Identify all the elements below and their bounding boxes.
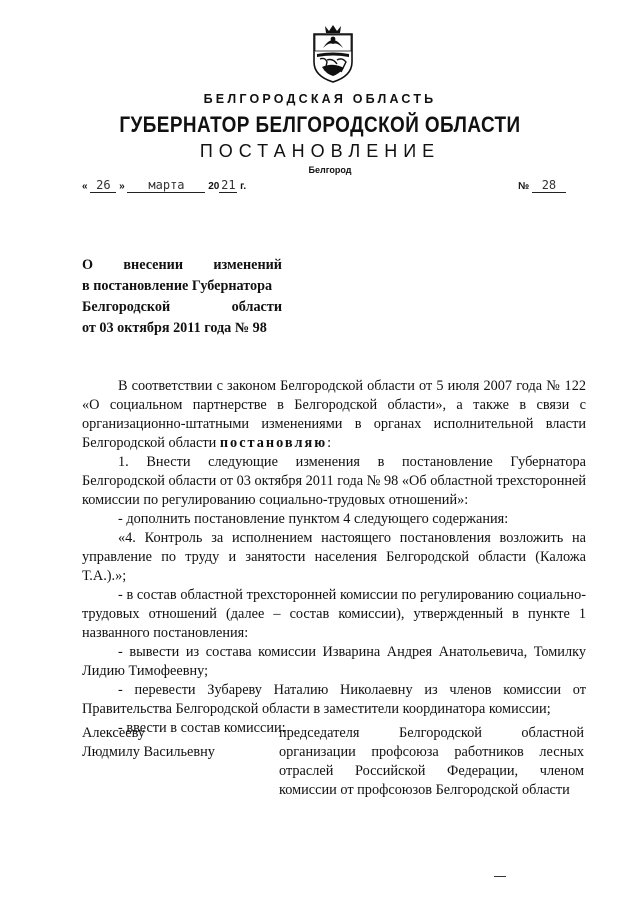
document-body [82, 377, 586, 738]
body-paragraph-2: 1. Внести следующие изменения в постановление Губернатора Белгородской области от 03 октября 2011 года № 98 «Об областной трехсторонней комиссии по регулированию социально-трудовых отношений»: [82, 454, 586, 508]
subject-word: внесении [123, 257, 183, 273]
date-year-prefix: 20 [208, 181, 220, 192]
body-paragraph-5: - в состав областной трехсторонней комиссии по регулированию социально-трудовых отношений (далее – состав комиссии), утвержденный в пункте 1 названного постановления: [82, 587, 586, 641]
date-close-quote: » [119, 181, 125, 192]
document-number [518, 178, 566, 193]
date-day: 26 [90, 178, 116, 193]
subject-line-2: в постановление Губернатора [82, 278, 273, 294]
body-paragraph-7: - перевести Зубареву Наталию Николаевну из членов комиссии от Правительства Белгородской области в заместители координатора комиссии; [82, 682, 586, 717]
paragraph-text: : [327, 435, 332, 451]
paragraph-text: В соответствии с законом Белгородской области от 5 июля 2007 года № 122 «О социальном партнерстве в Белгородской области», а также в связи с организационно-штатными изменениями в органах исполнительной власти Белгородской области [82, 378, 586, 451]
member-name [82, 724, 272, 762]
body-paragraph-3: - дополнить постановление пунктом 4 следующего содержания: [118, 511, 509, 527]
subject-line-1 [82, 255, 282, 276]
page-continuation-dash [494, 876, 506, 877]
body-paragraph-6: - вывести из состава комиссии Изварина Андрея Анатольевича, Томилку Лидию Тимофеевну; [82, 644, 586, 679]
body-paragraph-4: «4. Контроль за исполнением настоящего постановления возложить на управление по труду и занятости населения Белгородской области (Каложа Т.А.).»; [82, 530, 586, 584]
region-title: БЕЛГОРОДСКАЯ ОБЛАСТЬ [203, 92, 437, 106]
authority-title: ГУБЕРНАТОР БЕЛГОРОДСКОЙ ОБЛАСТИ [119, 112, 521, 137]
subject-word: Белгородской [82, 299, 171, 315]
subject-line-4: от 03 октября 2011 года № 98 [82, 320, 267, 336]
decree-keyword: постановляю [219, 435, 328, 451]
coat-of-arms-emblem [311, 24, 355, 84]
date-line [82, 178, 246, 193]
document-subject [82, 255, 282, 339]
member-surname: Алексееву [82, 725, 146, 741]
date-year-mark: г. [240, 181, 247, 192]
document-type: ПОСТАНОВЛЕНИЕ [199, 141, 441, 161]
date-month: марта [127, 178, 205, 193]
subject-word: изменений [213, 257, 282, 273]
city-label: Белгород [308, 165, 352, 175]
subject-word: О [82, 257, 94, 273]
date-open-quote: « [82, 181, 88, 192]
body-paragraph-8: - ввести в состав комиссии: [118, 720, 286, 736]
number-label: № [518, 181, 530, 192]
date-year-suffix: 21 [221, 178, 236, 192]
member-given-names: Людмилу Васильевну [82, 744, 215, 760]
member-role: председателя Белгородской областной организации профсоюза работников лесных отраслей Российской Федерации, членом комиссии от профсоюзов Белгородской области [279, 725, 584, 798]
number-value: 28 [532, 178, 566, 193]
body-paragraph-1 [82, 377, 586, 453]
subject-word: области [231, 299, 282, 315]
subject-line-3 [82, 297, 282, 318]
